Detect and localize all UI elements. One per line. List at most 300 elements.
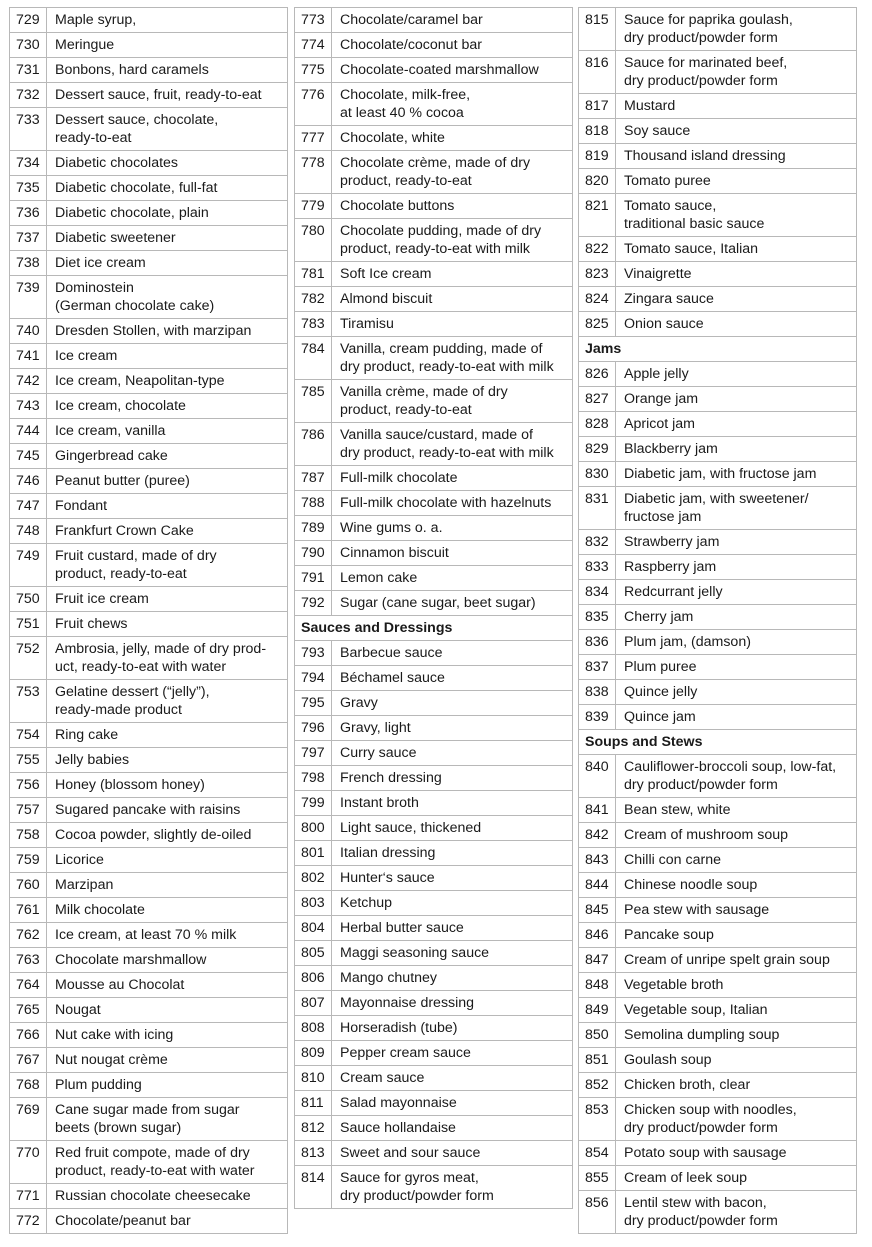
list-row [579, 605, 856, 630]
item-description [624, 1001, 854, 1019]
item-description [55, 726, 285, 744]
item-number: 769 [10, 1098, 47, 1140]
item-number: 754 [10, 723, 47, 747]
item-description-line: Ice cream, vanilla [55, 423, 166, 439]
item-number: 770 [10, 1141, 47, 1183]
list-row [579, 705, 856, 730]
list-row [579, 194, 856, 237]
item-description [55, 229, 285, 247]
item-description-line: Chocolate marshmallow [55, 952, 207, 968]
item-number: 826 [579, 362, 616, 386]
item-description [55, 801, 285, 819]
list-row [579, 823, 856, 848]
item-description [55, 926, 285, 944]
item-number: 823 [579, 262, 616, 286]
list-row [579, 1023, 856, 1048]
list-row [10, 419, 287, 444]
item-description [55, 1076, 285, 1094]
item-number: 735 [10, 176, 47, 200]
item-number: 831 [579, 487, 616, 529]
item-description-line: Sauce for gyros meat, [340, 1170, 479, 1186]
item-description-line: dry product/powder form [340, 1188, 494, 1204]
item-description [55, 901, 285, 919]
item-description [55, 179, 285, 197]
item-description [55, 615, 285, 633]
item-description [340, 794, 570, 812]
list-row [10, 1184, 287, 1209]
item-description-line: Tiramisu [340, 316, 394, 332]
list-row [10, 848, 287, 873]
item-description [340, 1094, 570, 1112]
list-row [579, 580, 856, 605]
item-description-line: Pancake soup [624, 927, 714, 943]
item-number: 798 [295, 766, 332, 790]
item-number: 784 [295, 337, 332, 379]
list-row [295, 791, 572, 816]
list-row [579, 630, 856, 655]
item-description [340, 669, 570, 687]
item-description [55, 640, 285, 676]
item-description-line: Sugared pancake with raisins [55, 802, 241, 818]
item-number: 758 [10, 823, 47, 847]
item-description [624, 197, 854, 233]
item-description-line: Chicken soup with noodles, [624, 1102, 797, 1118]
item-description [55, 951, 285, 969]
item-number: 853 [579, 1098, 616, 1140]
item-description [340, 426, 570, 462]
food-code-list [9, 7, 867, 1237]
list-row [579, 1141, 856, 1166]
item-description-line: traditional basic sauce [624, 216, 765, 232]
item-number: 767 [10, 1048, 47, 1072]
item-number: 730 [10, 33, 47, 57]
item-number: 788 [295, 491, 332, 515]
item-description-line: Licorice [55, 852, 104, 868]
item-description [624, 1194, 854, 1230]
item-number: 743 [10, 394, 47, 418]
list-row [10, 469, 287, 494]
list-row [295, 1041, 572, 1066]
item-description-line: Vanilla, cream pudding, made of [340, 341, 543, 357]
item-number: 760 [10, 873, 47, 897]
item-description [624, 976, 854, 994]
item-description [624, 826, 854, 844]
item-number: 833 [579, 555, 616, 579]
item-number: 762 [10, 923, 47, 947]
item-description [55, 876, 285, 894]
list-row [579, 923, 856, 948]
item-description-line: Russian chocolate cheesecake [55, 1188, 251, 1204]
list-row [10, 587, 287, 612]
item-description-line: dry product/powder form [624, 30, 778, 46]
item-description [624, 533, 854, 551]
list-row [579, 530, 856, 555]
item-number: 848 [579, 973, 616, 997]
item-number: 763 [10, 948, 47, 972]
list-row [579, 8, 856, 51]
list-row [295, 641, 572, 666]
list-row [10, 108, 287, 151]
item-number: 808 [295, 1016, 332, 1040]
item-description [340, 383, 570, 419]
item-description [624, 490, 854, 526]
item-description-line: Italian dressing [340, 845, 436, 861]
item-number: 781 [295, 262, 332, 286]
item-description-line: fructose jam [624, 509, 702, 525]
list-row [579, 998, 856, 1023]
item-description-line: Peanut butter (puree) [55, 473, 190, 489]
item-number: 783 [295, 312, 332, 336]
item-description-line: product, ready-to-eat with milk [340, 241, 531, 257]
item-description [340, 894, 570, 912]
list-row [10, 251, 287, 276]
item-description [340, 719, 570, 737]
item-description-line: Gravy [340, 695, 378, 711]
item-description [340, 1169, 570, 1205]
item-description-line: Strawberry jam [624, 534, 720, 550]
list-row [295, 219, 572, 262]
item-number: 746 [10, 469, 47, 493]
item-description-line: Bean stew, white [624, 802, 731, 818]
list-row [295, 194, 572, 219]
item-number: 837 [579, 655, 616, 679]
item-number: 744 [10, 419, 47, 443]
item-description-line: Apple jelly [624, 366, 689, 382]
item-description [55, 1101, 285, 1137]
item-description [624, 265, 854, 283]
item-description [55, 422, 285, 440]
list-row [295, 691, 572, 716]
item-description [624, 122, 854, 140]
item-number: 796 [295, 716, 332, 740]
item-description [624, 1076, 854, 1094]
item-description [55, 683, 285, 719]
item-description [340, 61, 570, 79]
item-description [55, 1187, 285, 1205]
item-description-line: Diabetic sweetener [55, 230, 176, 246]
item-description [340, 1119, 570, 1137]
item-description-line: Diabetic chocolate, plain [55, 205, 209, 221]
item-number: 849 [579, 998, 616, 1022]
item-description-line: Ice cream, at least 70 % milk [55, 927, 237, 943]
list-row [10, 151, 287, 176]
item-description [624, 172, 854, 190]
item-number: 773 [295, 8, 332, 32]
item-description [55, 547, 285, 583]
item-number: 771 [10, 1184, 47, 1208]
item-description-line: Cream of leek soup [624, 1170, 748, 1186]
item-description-line: Soft Ice cream [340, 266, 432, 282]
item-description-line: Semolina dumpling soup [624, 1027, 780, 1043]
item-number: 738 [10, 251, 47, 275]
list-row [579, 755, 856, 798]
item-description-line: Chilli con carne [624, 852, 721, 868]
item-description-line: Sugar (cane sugar, beet sugar) [340, 595, 536, 611]
item-number: 819 [579, 144, 616, 168]
item-description [340, 844, 570, 862]
item-description-line: Mayonnaise dressing [340, 995, 475, 1011]
item-description-line: Salad mayonnaise [340, 1095, 457, 1111]
item-description [624, 608, 854, 626]
item-description [55, 1051, 285, 1069]
item-number: 737 [10, 226, 47, 250]
list-row [10, 444, 287, 469]
item-number: 778 [295, 151, 332, 193]
list-row [579, 1166, 856, 1191]
item-description-line: Mousse au Chocolat [55, 977, 185, 993]
list-row [295, 33, 572, 58]
item-description [340, 11, 570, 29]
list-row [295, 126, 572, 151]
item-description [340, 969, 570, 987]
item-number: 842 [579, 823, 616, 847]
item-description [340, 222, 570, 258]
item-description [340, 469, 570, 487]
list-row [579, 487, 856, 530]
item-description [624, 290, 854, 308]
item-number: 766 [10, 1023, 47, 1047]
item-description [624, 558, 854, 576]
list-row [10, 201, 287, 226]
item-description-line: Maple syrup, [55, 12, 137, 28]
item-number: 839 [579, 705, 616, 729]
item-description-line: Cauliflower-broccoli soup, low-fat, [624, 759, 837, 775]
list-row [10, 394, 287, 419]
section-heading-text: Soups and Stews [585, 734, 703, 750]
list-column-3 [578, 7, 857, 1234]
item-description-line: Cocoa powder, slightly de-oiled [55, 827, 252, 843]
item-description-line: product, ready-to-eat [55, 566, 187, 582]
list-row [579, 655, 856, 680]
list-row [295, 866, 572, 891]
item-description-line: dry product/powder form [624, 1213, 778, 1229]
item-description-line: Diet ice cream [55, 255, 146, 271]
item-number: 795 [295, 691, 332, 715]
item-number: 785 [295, 380, 332, 422]
item-description-line: Ice cream, chocolate [55, 398, 186, 414]
item-description-line: Ketchup [340, 895, 393, 911]
item-description-line: uct, ready-to-eat with water [55, 659, 227, 675]
item-description-line: Apricot jam [624, 416, 695, 432]
item-description-line: Quince jam [624, 709, 696, 725]
item-description [624, 926, 854, 944]
item-description-line: Tomato sauce, [624, 198, 717, 214]
item-number: 807 [295, 991, 332, 1015]
list-row [295, 8, 572, 33]
item-number: 812 [295, 1116, 332, 1140]
item-number: 810 [295, 1066, 332, 1090]
list-row [10, 369, 287, 394]
item-number: 803 [295, 891, 332, 915]
section-heading-text: Sauces and Dressings [301, 620, 453, 636]
item-description-line: Herbal butter sauce [340, 920, 464, 936]
item-description [340, 36, 570, 54]
item-description [624, 465, 854, 483]
item-description-line: Chocolate, white [340, 130, 445, 146]
section-heading [579, 337, 856, 362]
item-description [340, 644, 570, 662]
list-row [10, 1209, 287, 1234]
item-description [340, 544, 570, 562]
list-row [579, 680, 856, 705]
item-description-line: Pea stew with sausage [624, 902, 770, 918]
item-description-line: Chocolate crème, made of dry [340, 155, 531, 171]
item-description [624, 315, 854, 333]
item-description-line: Cream sauce [340, 1070, 425, 1086]
list-row [295, 287, 572, 312]
item-number: 829 [579, 437, 616, 461]
item-description [624, 1026, 854, 1044]
item-description [340, 869, 570, 887]
item-number: 846 [579, 923, 616, 947]
item-description-line: Zingara sauce [624, 291, 714, 307]
item-number: 776 [295, 83, 332, 125]
item-description [624, 415, 854, 433]
list-row [10, 176, 287, 201]
item-number: 838 [579, 680, 616, 704]
item-number: 749 [10, 544, 47, 586]
item-number: 741 [10, 344, 47, 368]
item-number: 856 [579, 1191, 616, 1233]
item-description-line: dry product/powder form [624, 73, 778, 89]
list-row [579, 555, 856, 580]
item-description-line: Mustard [624, 98, 676, 114]
item-number: 756 [10, 773, 47, 797]
list-row [295, 151, 572, 194]
item-description [340, 340, 570, 376]
list-row [10, 748, 287, 773]
item-description-line: Hunter‘s sauce [340, 870, 435, 886]
item-number: 818 [579, 119, 616, 143]
item-number: 852 [579, 1073, 616, 1097]
item-description [340, 197, 570, 215]
list-row [579, 1191, 856, 1234]
list-row [579, 848, 856, 873]
item-description-line: Sauce hollandaise [340, 1120, 456, 1136]
list-row [295, 466, 572, 491]
item-description-line: Soy sauce [624, 123, 691, 139]
item-description-line: Light sauce, thickened [340, 820, 482, 836]
item-number: 792 [295, 591, 332, 615]
item-number: 752 [10, 637, 47, 679]
item-number: 805 [295, 941, 332, 965]
item-description [340, 944, 570, 962]
list-row [10, 680, 287, 723]
item-description [624, 1144, 854, 1162]
item-number: 802 [295, 866, 332, 890]
item-description [55, 86, 285, 104]
item-number: 850 [579, 1023, 616, 1047]
item-description-line: Cream of unripe spelt grain soup [624, 952, 830, 968]
list-row [579, 169, 856, 194]
list-row [295, 1141, 572, 1166]
item-description-line: Milk chocolate [55, 902, 145, 918]
item-number: 742 [10, 369, 47, 393]
list-row [295, 262, 572, 287]
item-number: 757 [10, 798, 47, 822]
item-description-line: Instant broth [340, 795, 419, 811]
item-number: 825 [579, 312, 616, 336]
list-row [295, 716, 572, 741]
item-number: 774 [295, 33, 332, 57]
item-number: 816 [579, 51, 616, 93]
item-number: 797 [295, 741, 332, 765]
item-description [55, 522, 285, 540]
item-description-line: Chocolate/coconut bar [340, 37, 482, 53]
item-description-line: Diabetic chocolate, full-fat [55, 180, 218, 196]
list-row [295, 566, 572, 591]
item-description-line: Lemon cake [340, 570, 418, 586]
item-description-line: Dessert sauce, fruit, ready-to-eat [55, 87, 262, 103]
list-row [295, 380, 572, 423]
list-row [295, 766, 572, 791]
list-row [295, 1066, 572, 1091]
item-description-line: Chocolate, milk-free, [340, 87, 471, 103]
item-description [340, 1019, 570, 1037]
item-description-line: Lentil stew with bacon, [624, 1195, 767, 1211]
list-row [10, 723, 287, 748]
list-row [10, 612, 287, 637]
item-description-line: Chocolate/peanut bar [55, 1213, 191, 1229]
item-description-line: product, ready-to-eat [340, 402, 472, 418]
item-number: 811 [295, 1091, 332, 1115]
list-row [10, 519, 287, 544]
item-description [340, 290, 570, 308]
item-number: 817 [579, 94, 616, 118]
item-description [340, 919, 570, 937]
list-row [10, 823, 287, 848]
item-number: 761 [10, 898, 47, 922]
item-description-line: Almond biscuit [340, 291, 433, 307]
item-description [624, 758, 854, 794]
item-description-line: Gravy, light [340, 720, 411, 736]
item-description-line: Diabetic jam, with sweetener/ [624, 491, 809, 507]
item-description-line: Frankfurt Crown Cake [55, 523, 194, 539]
item-description [55, 1144, 285, 1180]
item-description [624, 851, 854, 869]
item-number: 804 [295, 916, 332, 940]
item-description [340, 519, 570, 537]
item-number: 799 [295, 791, 332, 815]
list-row [10, 973, 287, 998]
item-number: 748 [10, 519, 47, 543]
list-row [10, 773, 287, 798]
item-description [624, 1101, 854, 1137]
item-description-line: Plum puree [624, 659, 697, 675]
item-description-line: ready-made product [55, 702, 182, 718]
item-description [55, 397, 285, 415]
item-description-line: Vegetable soup, Italian [624, 1002, 768, 1018]
item-description [340, 594, 570, 612]
list-row [579, 262, 856, 287]
item-description-line: Gingerbread cake [55, 448, 168, 464]
list-row [579, 362, 856, 387]
item-description-line: Full-milk chocolate with hazelnuts [340, 495, 552, 511]
item-description-line: Vinaigrette [624, 266, 692, 282]
item-description-line: Fruit ice cream [55, 591, 149, 607]
item-description-line: Goulash soup [624, 1052, 712, 1068]
list-row [10, 33, 287, 58]
item-number: 806 [295, 966, 332, 990]
item-description-line: Thousand island dressing [624, 148, 786, 164]
item-description [624, 11, 854, 47]
item-description-line: Wine gums o. a. [340, 520, 443, 536]
item-number: 733 [10, 108, 47, 150]
item-description [624, 440, 854, 458]
item-description [624, 583, 854, 601]
item-description [624, 1051, 854, 1069]
item-description [340, 994, 570, 1012]
